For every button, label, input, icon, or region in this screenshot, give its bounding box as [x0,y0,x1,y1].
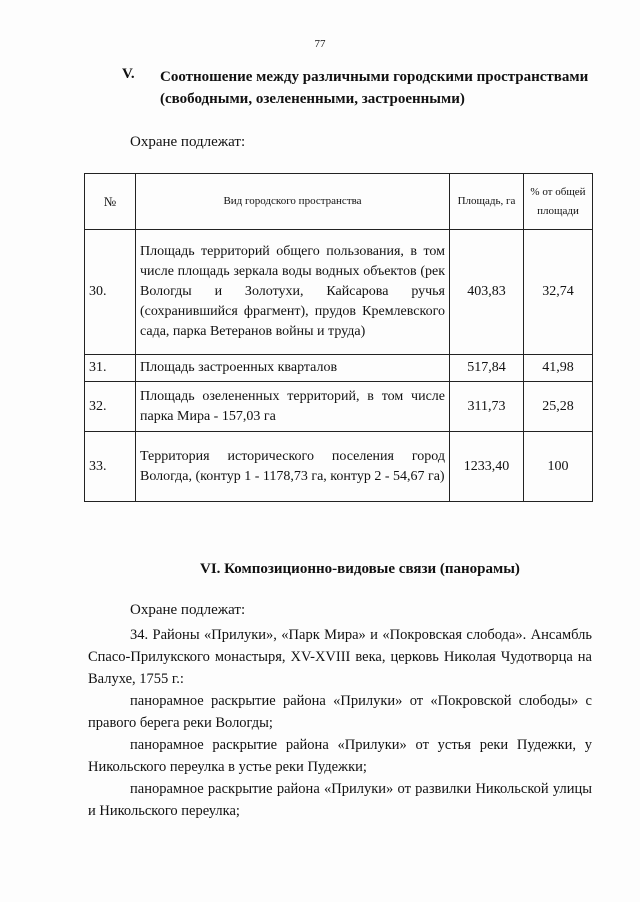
panorama-paragraph: панорамное раскрытие района «Прилуки» от устья реки Пудежки, у Никольского переулка в устье реки Пудежки; [88,737,592,775]
section-5-protect-label: Охране подлежат: [130,134,246,150]
row-num: 31. [85,355,136,382]
panorama-paragraph: панорамное раскрытие района «Прилуки» от развилки Никольской улицы и Никольского переулка; [88,781,592,819]
row-num: 30. [85,230,136,355]
row-desc: Площадь застроенных кварталов [136,355,450,382]
section-6-protect-label: Охране подлежат: [130,602,246,618]
row-num: 32. [85,382,136,432]
section-5-number: V. [122,66,135,82]
row-area: 517,84 [450,355,524,382]
table-row [85,382,593,432]
header-area: Площадь, га [450,174,524,230]
row-percent: 100 [524,432,593,502]
row-desc: Площадь территорий общего пользования, в том числе площадь зеркала воды водных объектов (рек Вологды и Золотухи, Кайсарова ручья (сохранившийся фрагмент), прудов Кремлевского сада, парка Ветеранов войны и труда) [136,230,450,355]
panorama-paragraph: панорамное раскрытие района «Прилуки» от «Покровской слободы» с правого берега реки Вологды; [88,693,592,731]
section-6-title: VI. Композиционно-видовые связи (панорамы) [200,561,520,577]
paragraph-34: 34. Районы «Прилуки», «Парк Мира» и «Покровская слобода». Ансамбль Спасо-Прилукского монастыря, XV-XVIII века, церковь Николая Чудотворца на Валухе, 1755 г.: [88,627,592,687]
urban-space-table [84,173,593,502]
header-type: Вид городского пространства [136,174,450,230]
section-5-title: Соотношение между различными городскими пространствами (свободными, озелененными, застроенными) [160,69,589,107]
row-percent: 32,74 [524,230,593,355]
row-area: 403,83 [450,230,524,355]
header-num: № [85,174,136,230]
row-desc: Территория исторического поселения город Вологда, (контур 1 - 1178,73 га, контур 2 - 54,67 га) [136,432,450,502]
row-desc: Площадь озелененных территорий, в том числе парка Мира - 157,03 га [136,382,450,432]
table-row [85,432,593,502]
table-row [85,355,593,382]
table-row [85,230,593,355]
row-percent: 25,28 [524,382,593,432]
page-number: 77 [314,38,326,50]
row-num: 33. [85,432,136,502]
row-area: 1233,40 [450,432,524,502]
header-percent: % от общей площади [524,174,593,230]
row-area: 311,73 [450,382,524,432]
table-header-row [85,174,593,230]
row-percent: 41,98 [524,355,593,382]
